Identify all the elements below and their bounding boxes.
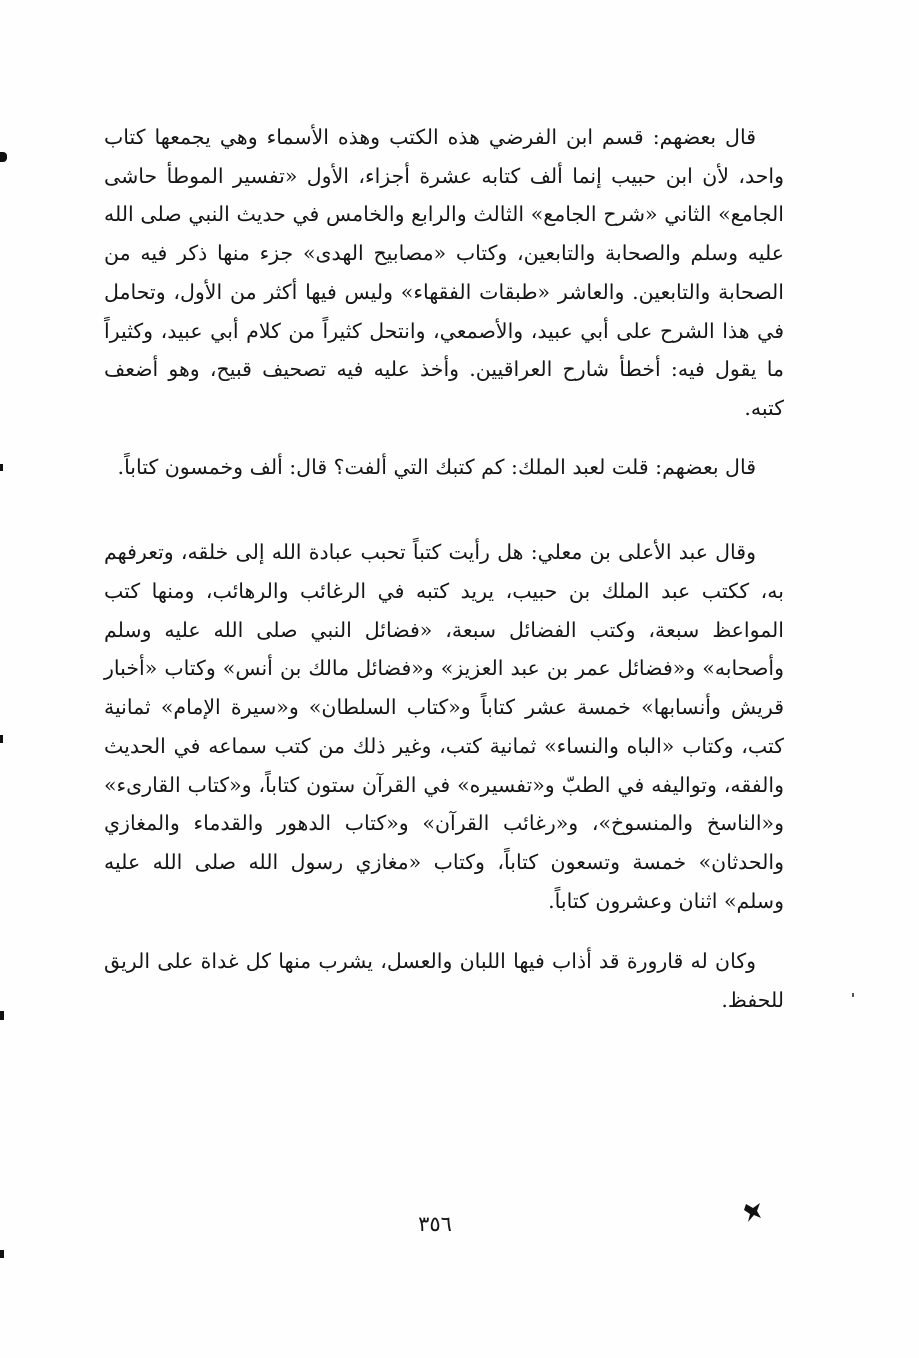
page-number: ٣٥٦ xyxy=(418,1212,452,1236)
scan-edge-mark xyxy=(0,1250,4,1258)
ornament-icon xyxy=(743,1201,763,1225)
body-text xyxy=(104,118,784,1020)
scan-speck xyxy=(852,993,854,997)
scan-edge-mark xyxy=(0,464,3,471)
paragraph-3: وقال عبد الأعلى بن معلي: هل رأيت كتباً تحبب عبادة الله إلى خلقه، وتعرفهم به، ككتب عبد الملك بن حبيب، يريد كتبه في الرغائب والرهائب، ومنها كتب المواعظ سبعة، وكتب الفضائل سبعة، «فضائل النبي صلى الله عليه وسلم وأصحابه» و«فضائل عمر بن عبد العزيز» و«فضائل مالك بن أنس» وكتاب «أخبار قريش وأنسابها» خمسة عشر كتاباً و«كتاب السلطان» و«سيرة الإمام» ثمانية كتب، وكتاب «الباه والنساء» ثمانية كتب، وغير ذلك من كتب سماعه في الحديث والفقه، وتواليفه في الطبّ و«تفسيره» في القرآن ستون كتاباً، و«كتاب القارىء» و«الناسخ والمنسوخ»، و«رغائب القرآن» و«كتاب الدهور والقدماء والمغازي والحدثان» خمسة وتسعون كتاباً، وكتاب «مغازي رسول الله صلى الله عليه وسلم» اثنان وعشرون كتاباً. xyxy=(104,540,784,913)
scan-edge-mark xyxy=(0,735,3,743)
scan-edge-mark xyxy=(0,152,7,162)
paragraph-1: قال بعضهم: قسم ابن الفرضي هذه الكتب وهذه الأسماء وهي يجمعها كتاب واحد، لأن ابن حبيب إنما ألف كتابه عشرة أجزاء، الأول «تفسير الموطأ حاشى الجامع» الثاني «شرح الجامع» الثالث والرابع والخامس في حديث النبي صلى الله عليه وسلم والصحابة والتابعين، وكتاب «مصابيح الهدى» جزء منها ذكر فيه من الصحابة والتابعين. والعاشر «طبقات الفقهاء» وليس فيها أكثر من الأول، وتحامل في هذا الشرح على أبي عبيد، والأصمعي، وانتحل كثيراً من كلام أبي عبيد، وكثيراً ما يقول فيه: أخطأ شارح العراقيين. وأخذ عليه فيه تصحيف قبيح، وهو أضعف كتبه. xyxy=(104,125,784,420)
scan-edge-mark xyxy=(0,1011,4,1020)
paragraph-4: وكان له قارورة قد أذاب فيها اللبان والعسل، يشرب منها كل غداة على الريق للحفظ. xyxy=(104,949,784,1013)
paragraph-2: قال بعضهم: قلت لعبد الملك: كم كتبك التي ألفت؟ قال: ألف وخمسون كتاباً. xyxy=(117,454,756,479)
